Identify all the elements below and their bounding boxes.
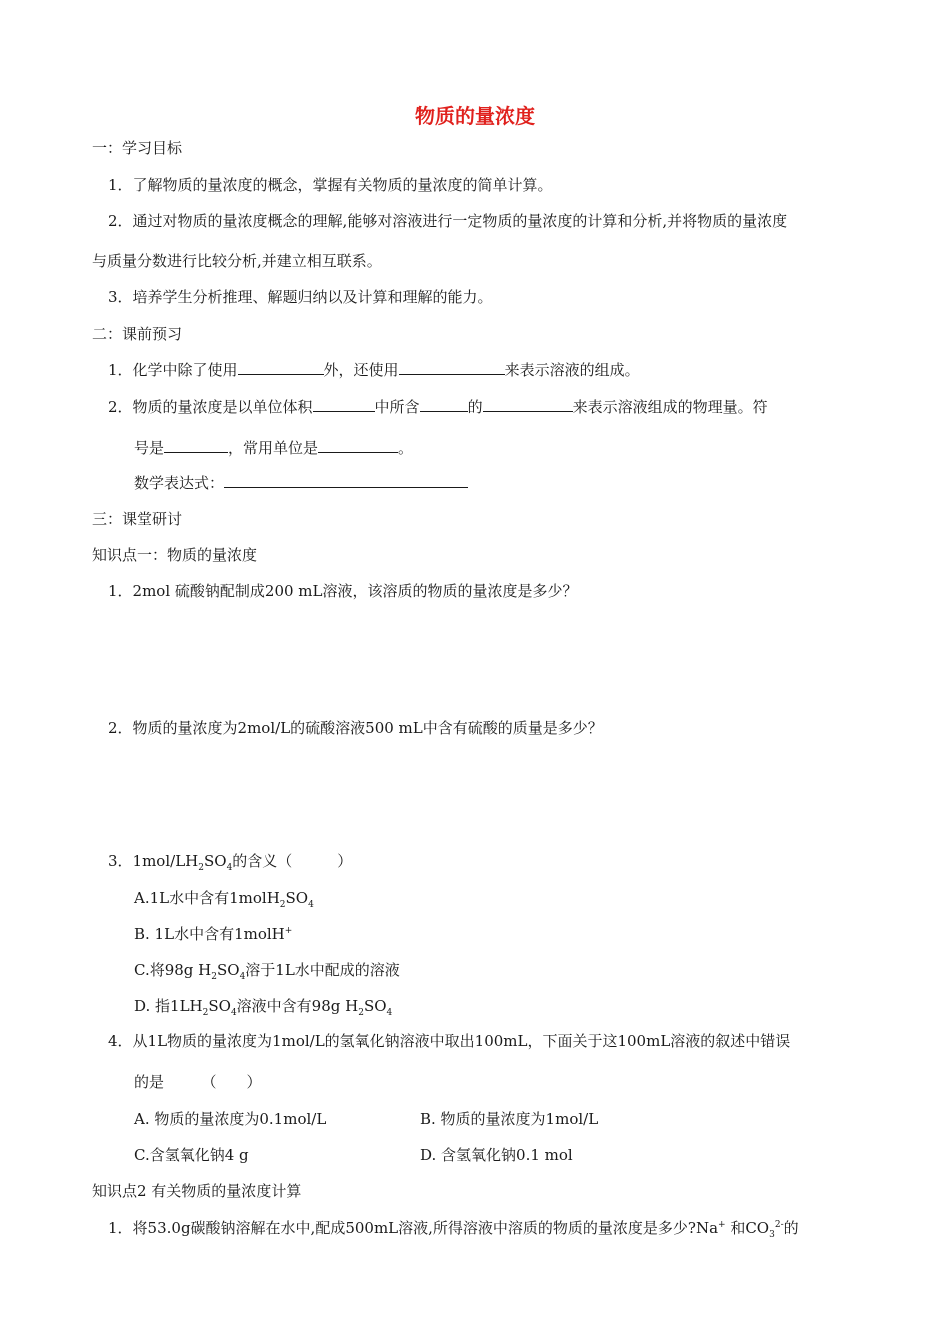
option-subscript: 2	[279, 900, 286, 910]
option-text: C.将98g H	[134, 961, 212, 979]
study-question-3	[108, 851, 352, 871]
preview-q1-text-1: 1．化学中除了使用	[108, 361, 238, 379]
fill-in-blank[interactable]	[483, 397, 573, 412]
option-subscript: 2	[211, 972, 217, 982]
q3-text: 的含义（ ）	[232, 852, 353, 870]
fill-in-blank[interactable]	[238, 360, 324, 375]
preview-q1-text-3: 来表示溶液的组成。	[504, 361, 640, 379]
option-text: SO	[216, 961, 240, 979]
fill-in-blank[interactable]	[318, 438, 398, 453]
objective-item-2-line-2: 与质量分数进行比较分析,并建立相互联系。	[92, 252, 382, 270]
preview-q2-text-4: 来表示溶液组成的物理量。符	[572, 398, 768, 416]
formula-line	[134, 473, 468, 493]
preview-q2-text-1: 2．物质的量浓度是以单位体积	[108, 398, 313, 416]
q4-option-b: B. 物质的量浓度为1mol/L	[420, 1110, 599, 1128]
objective-item-3: 3．培养学生分析推理、解题归纳以及计算和理解的能力。	[108, 288, 493, 306]
objective-item-1: 1．了解物质的量浓度的概念，掌握有关物质的量浓度的简单计算。	[108, 176, 553, 194]
calc-question-1	[108, 1218, 799, 1238]
option-text: SO	[208, 997, 231, 1015]
preview-question-2	[108, 397, 768, 417]
option-text: D. 指1LH	[134, 997, 203, 1015]
option-subscript: 2	[358, 1008, 364, 1018]
preview-q2-text-2: 中所含	[374, 398, 420, 416]
knowledge-point-2-heading: 知识点2 有关物质的量浓度计算	[92, 1182, 302, 1200]
preview-q2-line2-text-2: ，常用单位是	[228, 439, 319, 457]
section-heading-preview: 二：课前预习	[92, 325, 183, 343]
q4-option-c: C.含氢氧化钠4 g	[134, 1146, 249, 1164]
calc-q1-text: 的	[783, 1219, 799, 1237]
fill-in-blank[interactable]	[420, 397, 468, 412]
study-question-2: 2．物质的量浓度为2mol/L的硫酸溶液500 mL中含有硫酸的质量是多少？	[108, 719, 603, 737]
preview-q2-line2-text-1: 号是	[134, 439, 165, 457]
option-subscript: 4	[386, 1008, 393, 1018]
preview-q1-text-2: 外，还使用	[323, 361, 399, 379]
calc-q1-superscript: 2-	[774, 1220, 784, 1230]
q4-option-a: A. 物质的量浓度为0.1mol/L	[134, 1110, 327, 1128]
study-question-4-line-1: 4．从1L物质的量浓度为1mol/L的氢氧化钠溶液中取出100mL，下面关于这100mL溶液的叙述中错误	[108, 1032, 791, 1050]
objective-item-2-line-1: 2．通过对物质的量浓度概念的理解,能够对溶液进行一定物质的量浓度的计算和分析,并将物质的量浓度	[108, 212, 788, 230]
option-text: SO	[363, 997, 387, 1015]
q3-subscript: 4	[226, 863, 233, 873]
option-text: 溶液中含有98g H	[236, 997, 359, 1015]
option-text: A.1L水中含有1molH	[134, 889, 280, 907]
calc-q1-text: 1．将53.0g碳酸钠溶解在水中,配成500mL溶液,所得溶液中溶质的物质的量浓度是多少?Na	[108, 1219, 719, 1237]
study-question-4-line-2: 的是 （ ）	[134, 1073, 262, 1091]
q4-option-d: D. 含氢氧化钠0.1 mol	[420, 1146, 573, 1164]
q3-text: 3．1mol/LH	[108, 852, 199, 870]
preview-question-2-line-2	[134, 438, 413, 458]
option-subscript: 4	[230, 1008, 237, 1018]
q3-option-b	[134, 924, 292, 944]
option-text: B. 1L水中含有1molH	[134, 925, 285, 943]
q3-option-d	[134, 996, 392, 1016]
knowledge-point-1-heading: 知识点一：物质的量浓度	[92, 546, 258, 564]
section-heading-class-study: 三：课堂研讨	[92, 510, 183, 528]
option-text: SO	[285, 889, 309, 907]
q3-subscript: 2	[198, 863, 204, 873]
calc-q1-subscript: 3	[769, 1230, 775, 1240]
preview-q2-line2-text-3: 。	[398, 439, 414, 457]
option-subscript: 4	[239, 972, 246, 982]
fill-in-blank[interactable]	[164, 438, 228, 453]
page-title: 物质的量浓度	[415, 104, 535, 128]
option-subscript: 4	[308, 900, 314, 910]
q3-text: SO	[203, 852, 227, 870]
section-heading-objectives: 一：学习目标	[92, 139, 183, 157]
q3-option-c	[134, 960, 400, 980]
preview-question-1	[108, 360, 640, 380]
option-superscript: +	[284, 926, 293, 936]
option-subscript: 2	[202, 1008, 209, 1018]
formula-blank[interactable]	[224, 473, 468, 488]
study-question-1: 1．2mol 硫酸钠配制成200 mL溶液，该溶质的物质的量浓度是多少？	[108, 582, 578, 600]
q3-option-a	[134, 888, 314, 908]
fill-in-blank[interactable]	[399, 360, 505, 375]
option-text: 溶于1L水中配成的溶液	[245, 961, 400, 979]
formula-label: 数学表达式：	[134, 474, 225, 492]
calc-q1-text: 和CO	[725, 1219, 770, 1237]
calc-q1-superscript: +	[718, 1220, 726, 1230]
fill-in-blank[interactable]	[313, 397, 375, 412]
preview-q2-text-3: 的	[467, 398, 483, 416]
